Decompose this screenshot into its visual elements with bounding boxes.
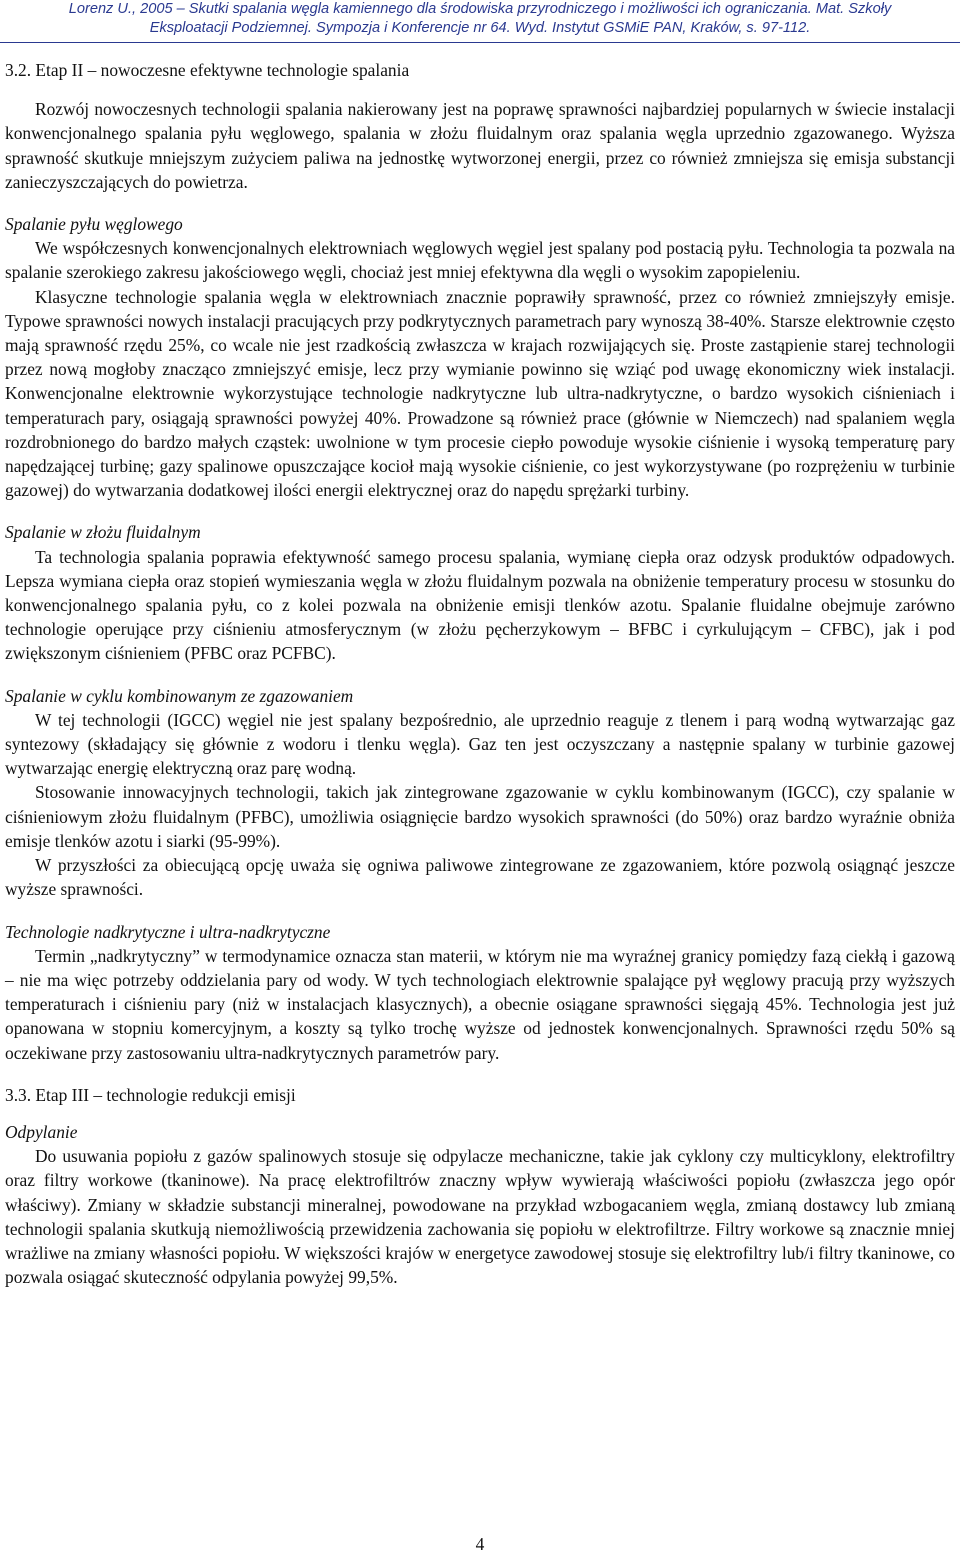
section-heading-3-2: 3.2. Etap II – nowoczesne efektywne technologie spalania <box>5 60 410 80</box>
page-content <box>5 58 955 1289</box>
paragraph-pulverized-2: Klasyczne technologie spalania węgla w elektrowniach znacznie poprawiły sprawność, przez co również zmniejszyły emisje. Typowe sprawności nowych instalacji pracujących przy podkrytycznych parametrach pary wynoszą 38-40%. Starsze elektrownie często mają sprawność rzędu 25%, co wcale nie jest rzadkością zwłaszcza w krajach rozwijających się. Proste zastąpienie starej technologii przez nową mogłoby znacząco zmniejszyć emisje, lecz przy wymianie powinno się wziąć pod uwagę ekonomiczny wiek instalacji. Konwencjonalne elektrownie wykorzystujące technologie nadkrytyczne lub ultra-nadkrytyczne, o bardzo wysokich ciśnieniach i temperaturach pary, osiągają sprawności powyżej 40%. Prowadzone są również prace (głównie w Niemczech) nad spalaniem węgla rozdrobnionego do bardzo małych cząstek: uwolnione w tym procesie ciepło powoduje wysokie ciśnienie i wysoką temperaturę pary napędzającej turbinę; gazy spalinowe opuszczające kocioł mają wysokie ciśnienie, co jest wykorzystywane (po rozprężeniu w turbinie gazowej) do wytwarzania dodatkowej ilości energii elektrycznej oraz do napędu sprężarki turbiny. <box>5 286 955 501</box>
citation-line-1: Lorenz U., 2005 – Skutki spalania węgla kamiennego dla środowiska przyrodniczego i możliwości ich ograniczania. Mat. Szkoły <box>68 1 892 17</box>
section-heading-3-3: 3.3. Etap III – technologie redukcji emisji <box>5 1084 296 1105</box>
spacer <box>5 194 955 212</box>
paragraph-igcc-2: Stosowanie innowacyjnych technologii, takich jak zintegrowane zgazowanie w cyklu kombinowanym (IGCC), czy spalanie w ciśnieniowym złożu fluidalnym (PFBC), umożliwia osiągnięcie bardzo wysokich sprawności (do 50%) oraz bardzo wyraźnie obniża emisje tlenków azotu i siarki (95-99%). <box>5 782 955 851</box>
running-header-citation <box>0 0 960 43</box>
paragraph-fluidized-1: Ta technologia spalania poprawia efektywność samego procesu spalania, wymianę ciepła oraz odzysk produktów odpadowych. Lepsza wymiana ciepła oraz stopień wymieszania węgla w złożu fluidalnym pozwala na obniżenie temperatury procesu w stosunku do konwencjonalnego spalania pyłu, co z kolei pozwala na obniżenie emisji tlenków azotu. Spalanie fluidalne obejmuje zarówno technologie operujące przy ciśnieniu atmosferycznym (w złożu pęcherzykowym – BFBC i cyrkulującym – CFBC), jak i pod zwiększonym ciśnieniem (PFBC oraz PCFBC). <box>5 546 955 664</box>
paragraph-dedusting-1: Do usuwania popiołu z gazów spalinowych stosuje się odpylacze mechaniczne, takie jak cyklony czy multicyklony, elektrofiltry oraz filtry workowe (tkaninowe). Na pracę elektrofiltrów znaczny wpływ wywierają właściwości popiołu (zwłaszcza jego opór właściwy). Zmiany w składzie substancji mineralnej, powodowane na przykład wzbogacaniem węgla, zmianą dostawcy lub zmianą technologii spalania skutkują niemożliwością przewidzenia zachowania się popiołu w elektrofiltrze. Filtry workowe są znacznie mniej wrażliwe na zmiany własności popiołu. W większości krajów w energetyce zawodowej stosuje się elektrofiltry lub/i filtry tkaninowe, co pozwala osiągać skuteczność odpylania powyżej 99,5%. <box>5 1146 955 1288</box>
subheading-supercritical: Technologie nadkrytyczne i ultra-nadkrytyczne <box>5 921 331 942</box>
citation-line-2: Eksploatacji Podziemnej. Sympozja i Konferencje nr 64. Wyd. Instytut GSMiE PAN, Kraków, s. 97-112. <box>149 20 811 36</box>
spacer <box>5 666 955 684</box>
spacer <box>5 502 955 520</box>
spacer <box>5 1065 955 1083</box>
subheading-dedusting: Odpylanie <box>5 1121 78 1142</box>
spacer <box>5 902 955 920</box>
subheading-pulverized-coal: Spalanie pyłu węglowego <box>5 214 183 235</box>
subheading-fluidized-bed: Spalanie w złożu fluidalnym <box>5 522 201 543</box>
paragraph-igcc-3: W przyszłości za obiecującą opcję uważa się ogniwa paliwowe zintegrowane ze zgazowaniem, które pozwolą osiągnąć jeszcze wyższe sprawności. <box>5 855 955 900</box>
paragraph-pulverized-1: We współczesnych konwencjonalnych elektrowniach węglowych węgiel jest spalany pod postacią pyłu. Technologia ta pozwala na spalanie szerokiego zakresu jakościowego węgli, chociaż jest mniej efektywna dla węgli o wysokim zapopieleniu. <box>5 238 955 283</box>
paragraph-igcc-1: W tej technologii (IGCC) węgiel nie jest spalany bezpośrednio, ale uprzednio reaguje z tlenem i parą wodną wytwarzając gaz syntezowy (składający się głównie z wodoru i tlenku węgla). Gaz ten jest oczyszczany a następnie spalany w turbinie gazowej wytwarzając energię elektryczną oraz parę wodną. <box>5 709 955 779</box>
paragraph-intro: Rozwój nowoczesnych technologii spalania nakierowany jest na poprawę sprawności najbardziej popularnych w świecie instalacji konwencjonalnego spalania pyłu węglowego, spalania w złożu fluidalnym oraz spalania węgla uprzednio zgazowanego. Wyższa sprawność skutkuje mniejszym zużyciem paliwa na jednostkę wytworzonej energii, przez co również zmniejsza się emisja substancji zanieczyszczających do powietrza. <box>5 99 955 192</box>
paragraph-supercritical-1: Termin „nadkrytyczny” w termodynamice oznacza stan materii, w którym nie ma wyraźnej granicy pomiędzy fazą ciekłą i gazową – nie ma więc potrzeby oddzielania pary od wody. W tych technologiach elektrownie spalające pył węglowy pracują przy wyższych temperaturach i ciśnieniu pary (niż w instalacjach klasycznych), a obecnie osiągane sprawności sięgają 45%. Technologia jest już opanowana w stopniu komercyjnym, a koszty są tylko trochę wyższe od jednostek konwencjonalnych. Sprawności rzędu 50% są oczekiwane przy zastosowaniu ultra-nadkrytycznych parametrów pary. <box>5 945 955 1063</box>
subheading-igcc: Spalanie w cyklu kombinowanym ze zgazowaniem <box>5 685 354 706</box>
page-number: 4 <box>475 1534 485 1554</box>
